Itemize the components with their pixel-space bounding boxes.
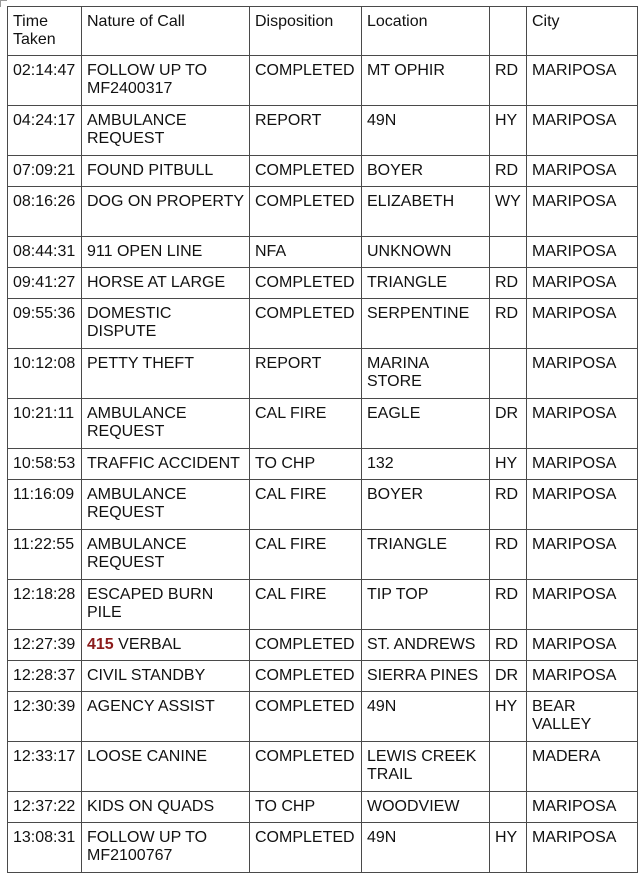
cell-disposition: CAL FIRE: [250, 530, 362, 580]
cell-time: 12:18:28: [8, 580, 82, 630]
cell-nature: FOUND PITBULL: [82, 156, 250, 187]
cell-nature: DOMESTIC DISPUTE: [82, 299, 250, 349]
cell-street-type: RD: [490, 480, 527, 530]
table-header-row: [8, 7, 638, 56]
table-row: [8, 692, 638, 742]
cell-city: MARIPOSA: [527, 823, 638, 873]
table-row: [8, 268, 638, 299]
table-row: [8, 792, 638, 823]
cell-time: 10:58:53: [8, 449, 82, 480]
cell-location: TIP TOP: [362, 580, 490, 630]
table-row: [8, 580, 638, 630]
cell-city: MARIPOSA: [527, 106, 638, 156]
cell-street-type: RD: [490, 299, 527, 349]
cell-city: MARIPOSA: [527, 156, 638, 187]
cell-disposition: NFA: [250, 237, 362, 268]
page-corner-mark: [0, 0, 7, 7]
cell-location: TRIANGLE: [362, 530, 490, 580]
table-row: [8, 661, 638, 692]
cell-disposition: COMPLETED: [250, 692, 362, 742]
cell-street-type: HY: [490, 692, 527, 742]
cell-city: MARIPOSA: [527, 449, 638, 480]
header-time-taken: Time Taken: [8, 7, 82, 56]
cell-time: 09:41:27: [8, 268, 82, 299]
cell-nature: PETTY THEFT: [82, 349, 250, 399]
cell-location: TRIANGLE: [362, 268, 490, 299]
table-row: [8, 630, 638, 661]
cell-time: 12:27:39: [8, 630, 82, 661]
cell-nature: FOLLOW UP TO MF2100767: [82, 823, 250, 873]
cell-disposition: CAL FIRE: [250, 580, 362, 630]
cell-city: MARIPOSA: [527, 580, 638, 630]
cell-time: 13:08:31: [8, 823, 82, 873]
cell-location: 132: [362, 449, 490, 480]
header-location: Location: [362, 7, 490, 56]
cell-location: LEWIS CREEK TRAIL: [362, 742, 490, 792]
cell-location: EAGLE: [362, 399, 490, 449]
cell-time: 10:21:11: [8, 399, 82, 449]
table-row: [8, 530, 638, 580]
cell-city: MARIPOSA: [527, 661, 638, 692]
cell-nature-text: VERBAL: [118, 636, 182, 653]
cell-time: 11:16:09: [8, 480, 82, 530]
cell-disposition: COMPLETED: [250, 156, 362, 187]
cell-street-type: RD: [490, 630, 527, 661]
cell-city: MARIPOSA: [527, 56, 638, 106]
cell-city: MARIPOSA: [527, 237, 638, 268]
table-row: [8, 349, 638, 399]
cell-disposition: TO CHP: [250, 449, 362, 480]
cell-nature: CIVIL STANDBY: [82, 661, 250, 692]
cell-location: 49N: [362, 823, 490, 873]
cell-time: 10:12:08: [8, 349, 82, 399]
cell-city: MARIPOSA: [527, 530, 638, 580]
cell-time: 02:14:47: [8, 56, 82, 106]
cell-time: 12:28:37: [8, 661, 82, 692]
cell-nature: AMBULANCE REQUEST: [82, 530, 250, 580]
cell-city: MADERA: [527, 742, 638, 792]
cell-street-type: [490, 349, 527, 399]
cell-nature: [82, 630, 250, 661]
table-row: [8, 56, 638, 106]
cell-location: UNKNOWN: [362, 237, 490, 268]
cell-time: 08:44:31: [8, 237, 82, 268]
cell-location: ST. ANDREWS: [362, 630, 490, 661]
penal-code-number: 415: [87, 636, 114, 653]
cell-nature: HORSE AT LARGE: [82, 268, 250, 299]
cell-disposition: COMPLETED: [250, 661, 362, 692]
cell-street-type: RD: [490, 530, 527, 580]
cell-disposition: CAL FIRE: [250, 399, 362, 449]
call-log-table: [7, 6, 638, 873]
cell-location: MARINA STORE: [362, 349, 490, 399]
table-row: [8, 823, 638, 873]
cell-street-type: [490, 237, 527, 268]
table-row: [8, 480, 638, 530]
cell-location: SERPENTINE: [362, 299, 490, 349]
cell-time: 04:24:17: [8, 106, 82, 156]
cell-city: MARIPOSA: [527, 268, 638, 299]
cell-street-type: RD: [490, 580, 527, 630]
cell-time: 12:30:39: [8, 692, 82, 742]
table-row: [8, 742, 638, 792]
cell-time: 08:16:26: [8, 187, 82, 237]
cell-nature: FOLLOW UP TO MF2400317: [82, 56, 250, 106]
cell-disposition: COMPLETED: [250, 823, 362, 873]
header-city: City: [527, 7, 638, 56]
cell-street-type: DR: [490, 399, 527, 449]
header-nature-of-call: Nature of Call: [82, 7, 250, 56]
cell-disposition: COMPLETED: [250, 56, 362, 106]
cell-nature: AMBULANCE REQUEST: [82, 106, 250, 156]
cell-city: MARIPOSA: [527, 299, 638, 349]
table-row: [8, 237, 638, 268]
header-street-type: [490, 7, 527, 56]
cell-city: MARIPOSA: [527, 630, 638, 661]
cell-nature: TRAFFIC ACCIDENT: [82, 449, 250, 480]
cell-street-type: RD: [490, 56, 527, 106]
cell-disposition: REPORT: [250, 106, 362, 156]
cell-city: MARIPOSA: [527, 792, 638, 823]
cell-location: 49N: [362, 692, 490, 742]
cell-location: SIERRA PINES: [362, 661, 490, 692]
cell-disposition: COMPLETED: [250, 187, 362, 237]
table-row: [8, 449, 638, 480]
cell-time: 09:55:36: [8, 299, 82, 349]
cell-disposition: CAL FIRE: [250, 480, 362, 530]
cell-nature: AMBULANCE REQUEST: [82, 399, 250, 449]
cell-street-type: RD: [490, 156, 527, 187]
cell-time: 12:37:22: [8, 792, 82, 823]
cell-disposition: TO CHP: [250, 792, 362, 823]
cell-city: MARIPOSA: [527, 349, 638, 399]
cell-nature: AGENCY ASSIST: [82, 692, 250, 742]
cell-time: 11:22:55: [8, 530, 82, 580]
cell-location: BOYER: [362, 156, 490, 187]
cell-city: BEAR VALLEY: [527, 692, 638, 742]
cell-location: MT OPHIR: [362, 56, 490, 106]
table-row: [8, 187, 638, 237]
cell-street-type: [490, 792, 527, 823]
cell-street-type: WY: [490, 187, 527, 237]
cell-nature: 911 OPEN LINE: [82, 237, 250, 268]
cell-disposition: COMPLETED: [250, 299, 362, 349]
cell-city: MARIPOSA: [527, 399, 638, 449]
cell-street-type: HY: [490, 823, 527, 873]
cell-time: 07:09:21: [8, 156, 82, 187]
cell-location: 49N: [362, 106, 490, 156]
cell-city: MARIPOSA: [527, 480, 638, 530]
cell-street-type: DR: [490, 661, 527, 692]
cell-disposition: COMPLETED: [250, 630, 362, 661]
header-disposition: Disposition: [250, 7, 362, 56]
cell-nature: LOOSE CANINE: [82, 742, 250, 792]
cell-nature: AMBULANCE REQUEST: [82, 480, 250, 530]
cell-nature: KIDS ON QUADS: [82, 792, 250, 823]
cell-city: MARIPOSA: [527, 187, 638, 237]
cell-nature: ESCAPED BURN PILE: [82, 580, 250, 630]
cell-time: 12:33:17: [8, 742, 82, 792]
cell-street-type: HY: [490, 449, 527, 480]
table-row: [8, 299, 638, 349]
cell-street-type: [490, 742, 527, 792]
cell-street-type: RD: [490, 268, 527, 299]
table-row: [8, 156, 638, 187]
cell-disposition: COMPLETED: [250, 742, 362, 792]
cell-disposition: COMPLETED: [250, 268, 362, 299]
cell-disposition: REPORT: [250, 349, 362, 399]
cell-location: ELIZABETH: [362, 187, 490, 237]
table-row: [8, 106, 638, 156]
cell-street-type: HY: [490, 106, 527, 156]
cell-nature: DOG ON PROPERTY: [82, 187, 250, 237]
cell-location: WOODVIEW: [362, 792, 490, 823]
cell-location: BOYER: [362, 480, 490, 530]
table-row: [8, 399, 638, 449]
